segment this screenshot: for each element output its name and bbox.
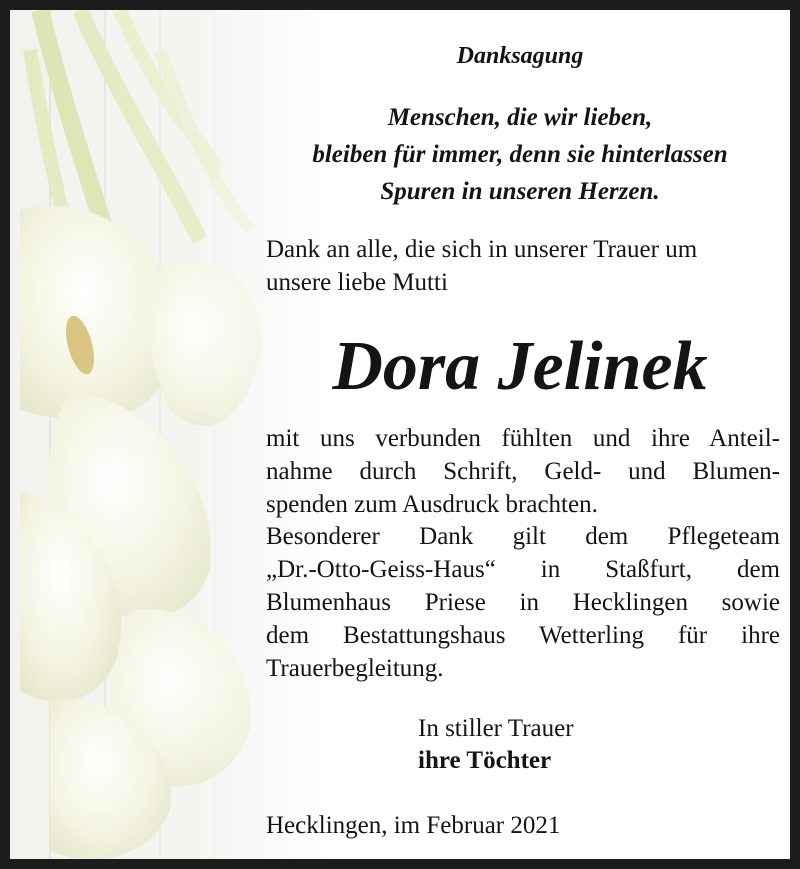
body-line: mit uns verbunden fühlten und ihre Anteil- bbox=[266, 425, 780, 452]
notice-heading: Danksagung bbox=[456, 43, 584, 69]
quote-line: bleiben für immer, denn sie hinterlassen bbox=[312, 141, 728, 168]
notice-text-area bbox=[10, 10, 800, 869]
body-line: Besonderer Dank gilt dem Pflegeteam bbox=[266, 523, 780, 551]
body-line: spenden zum Ausdruck brachten. bbox=[266, 490, 598, 518]
intro-line: unsere liebe Mutti bbox=[266, 269, 448, 296]
thanks-body-text bbox=[266, 423, 780, 685]
quote-line: Spuren in unseren Herzen. bbox=[380, 178, 660, 205]
signature-block bbox=[418, 713, 574, 777]
body-line: nahme durch Schrift, Geld- und Blumen- bbox=[266, 457, 780, 485]
body-line: dem Bestattungshaus Wetterling für ihre bbox=[266, 621, 780, 649]
quote-line: Menschen, die wir lieben, bbox=[387, 104, 653, 131]
deceased-name: Dora Jelinek bbox=[332, 328, 708, 405]
body-line: Blumenhaus Priese in Hecklingen sowie bbox=[266, 588, 780, 616]
memorial-quote bbox=[250, 99, 790, 210]
intro-text bbox=[266, 233, 786, 299]
place-date: Hecklingen, im Februar 2021 bbox=[266, 812, 561, 839]
body-line: „Dr.-Otto-Geiss-Haus“ in Staßfurt, dem bbox=[266, 556, 780, 584]
signature-names: ihre Töchter bbox=[418, 747, 552, 774]
body-line: Trauerbegleitung. bbox=[266, 654, 444, 682]
signature-line: In stiller Trauer bbox=[418, 715, 574, 742]
intro-line: Dank an alle, die sich in unserer Trauer um bbox=[266, 236, 698, 263]
